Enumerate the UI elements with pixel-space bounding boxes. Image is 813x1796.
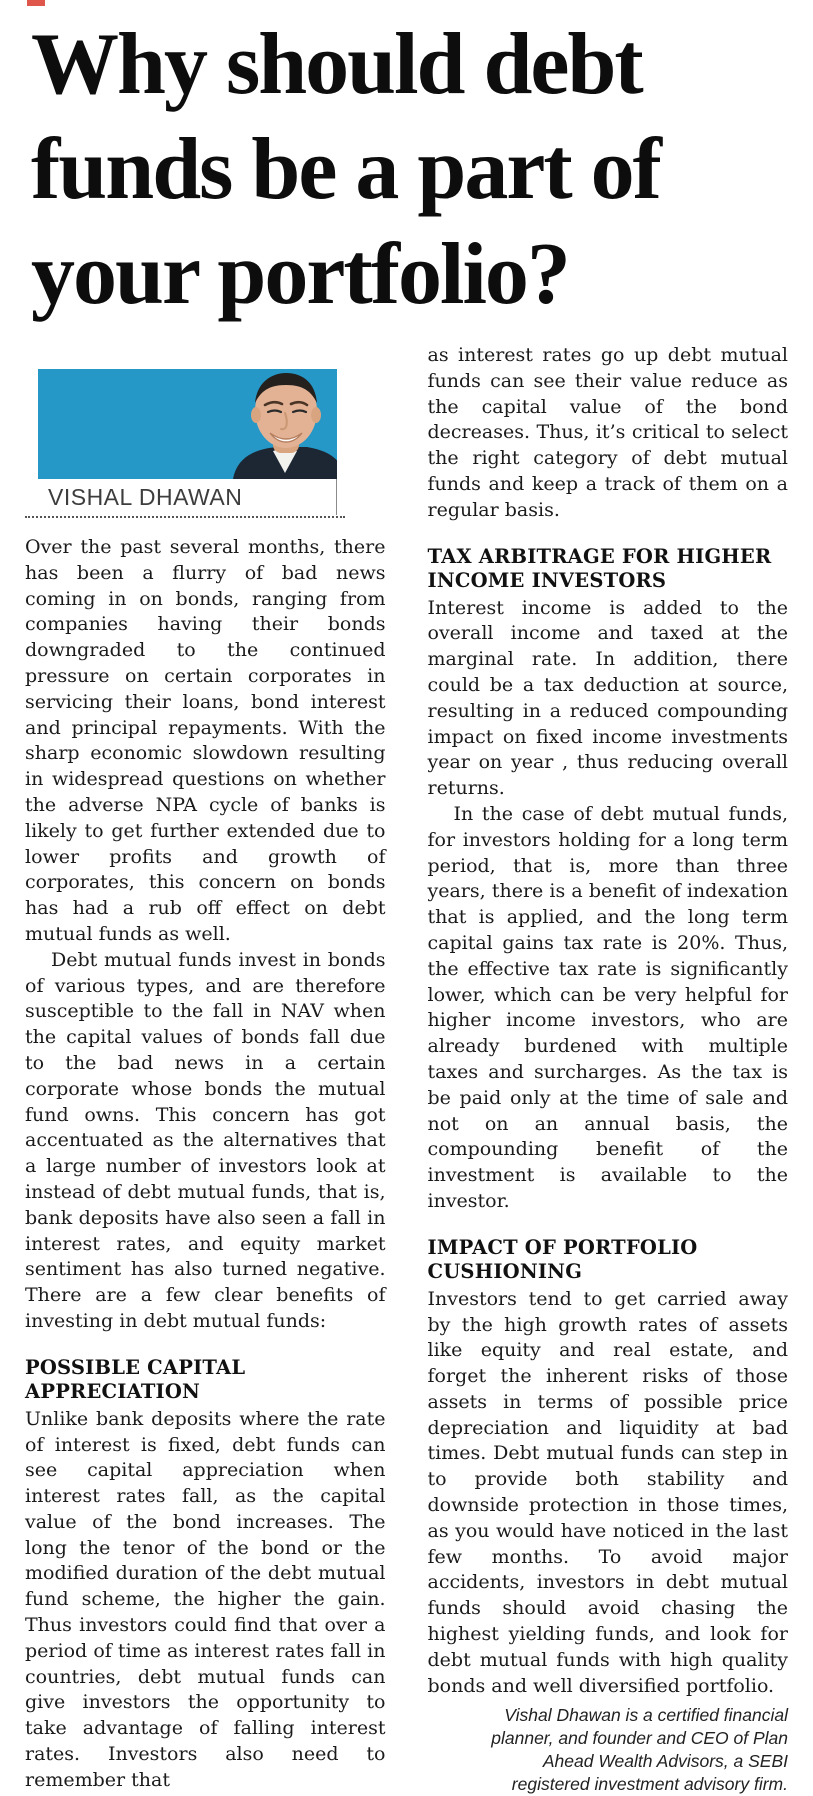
author-card (25, 369, 345, 518)
author-portrait-illustration (215, 369, 337, 479)
section-heading-tax-arbitrage: TAX ARBITRAGE FOR HIGHER INCOME INVESTORS (427, 544, 772, 592)
left-column-text (25, 535, 386, 1794)
red-registration-mark (27, 0, 45, 6)
paragraph: Interest income is added to the overall income and taxed at the marginal rate. In addition, there could be a tax deduction at source, resulting in a reduced compounding impact on fixed income investments year on year , thus reducing overall returns. (427, 596, 788, 800)
author-name-strip (38, 479, 337, 515)
author-frame (38, 369, 337, 515)
section-heading-portfolio-cushioning: IMPACT OF PORTFOLIO CUSHIONING (427, 1235, 698, 1283)
paragraph: Debt mutual funds invest in bonds of various types, and are therefore susceptible to the fall in NAV when the capital values of bonds fall due to the bad news in a certain corporate whose bonds the mutual fund owns. This concern has got accentuated as the alternatives that a large number of investors look at instead of debt mutual funds, that is, bank deposits have also seen a fall in interest rates, and equity market sentiment has also turned negative. There are a few clear benefits of investing in debt mutual funds: (25, 948, 386, 1332)
paragraph: as interest rates go up debt mutual funds can see their value reduce as the capital value of the bond decreases. Thus, it’s critical to select the right category of debt mutual funds and keep a track of them on a regular basis. (427, 344, 788, 521)
headline-line-1: Why should debt (31, 16, 642, 113)
left-column (25, 333, 386, 1796)
paragraph: Over the past several months, there has been a flurry of bad news coming in on bonds, ranging from companies having their bonds downgraded to the continued pressure on certain corporates in servicing their loans, bond interest and principal repayments. With the sharp economic slowdown resulting in widespread questions on whether the adverse NPA cycle of banks is likely to get further extended due to lower profits and growth of corporates, this concern on bonds has had a rub off effect on debt mutual funds as well. (25, 536, 386, 945)
right-column-text (428, 333, 789, 1796)
paragraph: In the case of debt mutual funds, for investors holding for a long term period, that is, more than three years, there is a benefit of indexation that is applied, and the long term capital gains tax rate is 20%. Thus, the effective tax rate is significantly lower, which can be very helpful for higher income investors, who are already burdened with multiple taxes and surcharges. As the tax is be paid only at the time of sale and not on an annual basis, the compounding benefit of the investment is available to the investor. (427, 802, 788, 1212)
author-byline: Vishal Dhawan is a certified financial planner, and founder and CEO of Plan Ahead Wealth Advisors, a SEBI registered investment advisory firm. (491, 1705, 788, 1795)
author-name: VISHAL DHAWAN (48, 483, 243, 510)
article-headline (31, 0, 788, 327)
headline-line-2: funds be a part of (31, 121, 660, 218)
author-photo (38, 369, 337, 479)
article-columns (25, 333, 788, 1796)
section-heading-possible-capital-appreciation: POSSIBLE CAPITAL APPRECIATION (25, 1355, 246, 1403)
headline-line-3: your portfolio? (31, 226, 569, 323)
paragraph: Investors tend to get carried away by the high growth rates of assets like equity and real estate, and forget the inherent risks of those assets in terms of possible price depreciation and liquidity at bad times. Debt mutual funds can step in to provide both stability and downside protection in those times, as you would have noticed in the last few months. To avoid major accidents, investors in debt mutual funds should avoid chasing the highest yielding funds, and look for debt mutual funds with high quality bonds and well diversified portfolio. (427, 1287, 788, 1697)
paragraph: Unlike bank deposits where the rate of interest is fixed, debt funds can see capital appreciation when interest rates fall, as the capital value of the bond increases. The long the tenor of the bond or the modified duration of the debt mutual fund scheme, the higher the gain. Thus investors could find that over a period of time as interest rates fall in countries, debt mutual funds can give investors the opportunity to take advantage of falling interest rates. Investors also need to remember that (25, 1407, 386, 1791)
right-column (428, 333, 789, 1796)
